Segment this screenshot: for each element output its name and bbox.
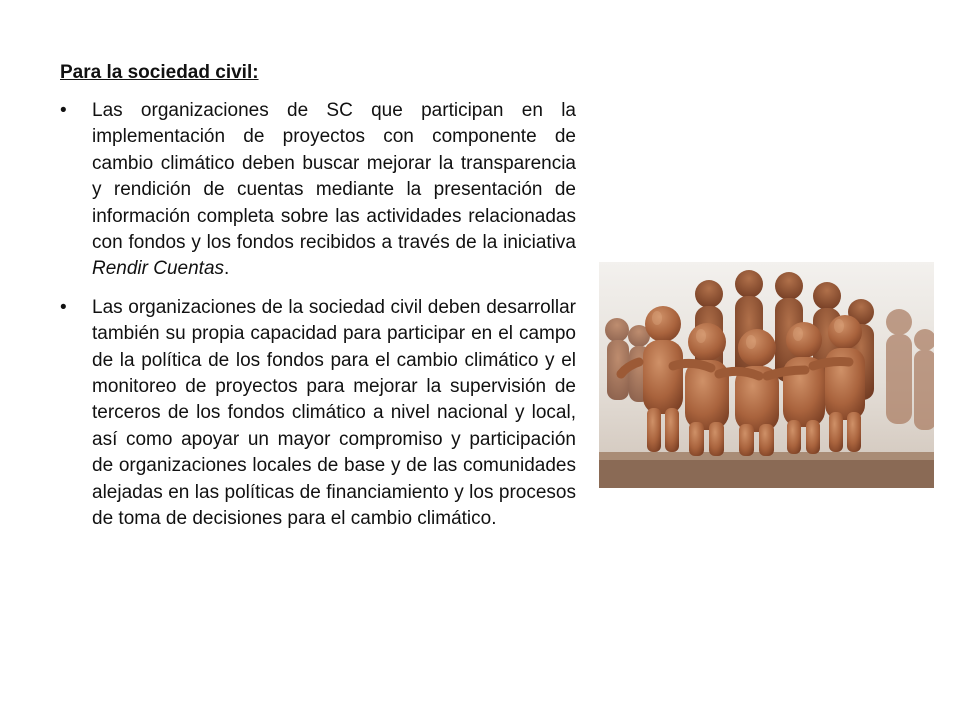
clay-figures-illustration: [599, 262, 934, 488]
bullet-text: Las organizaciones de la sociedad civil deben desarrollar también su propia capacidad para participar en el campo de la política de los fondos para el cambio climático y el monitoreo de proyectos para mejorar la supervisión de terceros de los fondos climático a nivel nacional y local, así como apoyar un mayor compromiso y participación de organizaciones locales de base y de las comunidades alejadas en las políticas de financiamiento y los procesos de toma de decisiones para el cambio climático.: [92, 296, 576, 530]
bullet-marker: •: [60, 296, 67, 318]
bullet-suffix: .: [224, 258, 230, 280]
shelf: [599, 458, 934, 488]
bullet-item: [60, 98, 576, 283]
text-block: [60, 62, 576, 545]
bullet-list: [60, 98, 576, 533]
bullet-item: [60, 295, 576, 533]
clay-figures-photo: [599, 262, 934, 488]
section-heading: Para la sociedad civil:: [60, 62, 259, 83]
bullet-text: Las organizaciones de SC que participan en la implementación de proyectos con componente de cambio climático deben buscar mejorar la transparencia y rendición de cuentas mediante la presentación de información completa sobre las actividades relacionadas con fondos y los fondos recibidos a través de la iniciativa: [92, 100, 576, 254]
bullet-marker: •: [60, 100, 67, 121]
bullet-emphasis: Rendir Cuentas: [92, 258, 225, 280]
